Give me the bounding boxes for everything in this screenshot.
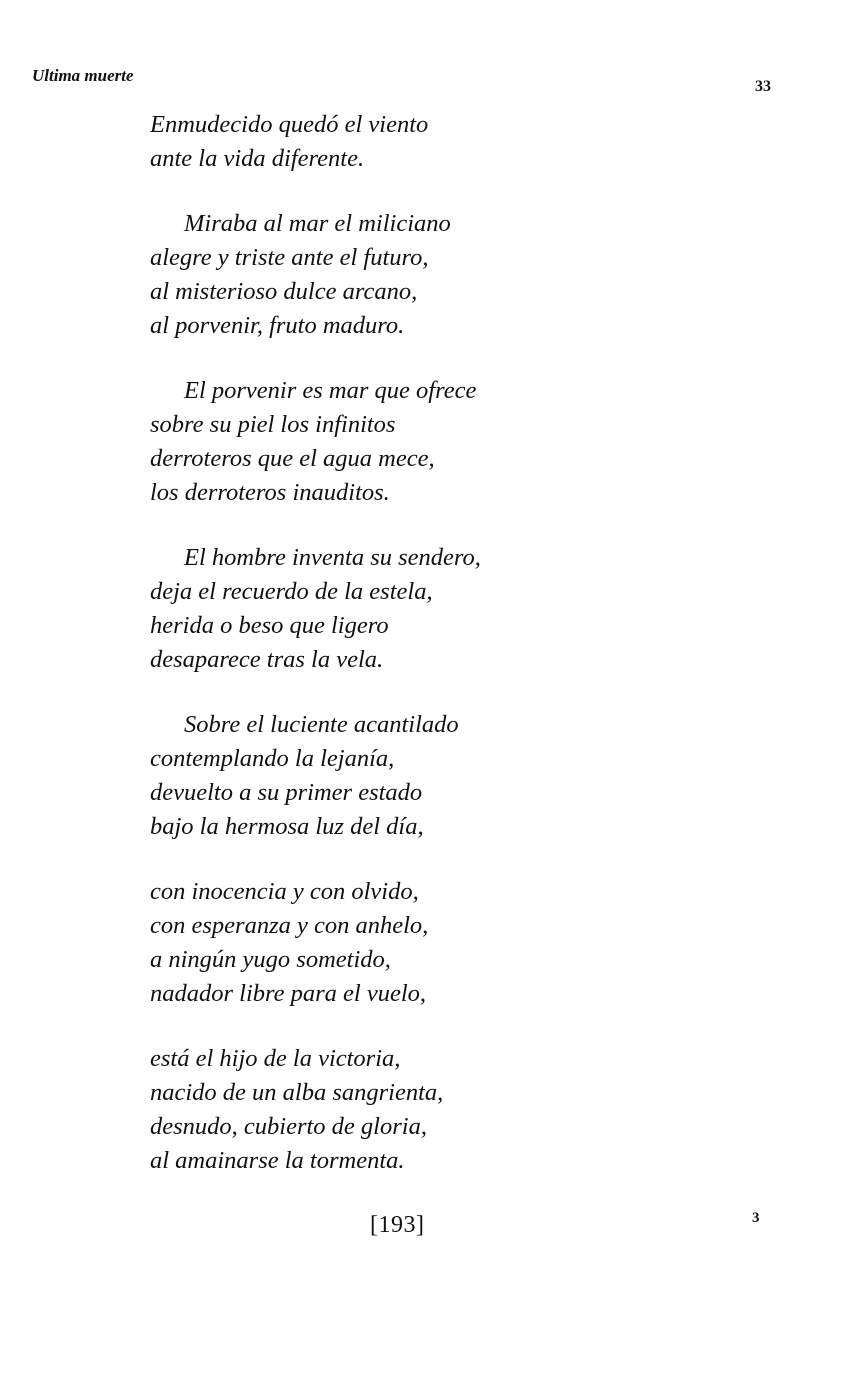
verse-line: a ningún yugo sometido, xyxy=(150,946,391,973)
stanza-1 xyxy=(150,108,570,176)
verse-line: está el hijo de la victoria, xyxy=(150,1045,401,1072)
verse-line: sobre su piel los infinitos xyxy=(150,411,396,438)
verse-line: los derroteros inauditos. xyxy=(150,479,390,506)
verse-line: nadador libre para el vuelo, xyxy=(150,980,427,1007)
verse-line: al misterioso dulce arcano, xyxy=(150,278,418,305)
verse-line: con esperanza y con anhelo, xyxy=(150,912,429,939)
stanza-2 xyxy=(150,207,570,343)
verse-line: El hombre inventa su sendero, xyxy=(184,544,481,571)
folio-number: 33 xyxy=(755,78,771,95)
stanza-5 xyxy=(150,708,570,844)
verse-line: con inocencia y con olvido, xyxy=(150,878,419,905)
verse-line: deja el recuerdo de la estela, xyxy=(150,578,433,605)
page-number: [193] xyxy=(370,1212,425,1238)
verse-line: contemplando la lejanía, xyxy=(150,745,395,772)
signature-mark: 3 xyxy=(752,1210,760,1226)
stanza-4 xyxy=(150,541,570,677)
verse-line: al porvenir, fruto maduro. xyxy=(150,312,405,339)
verse-line: Sobre el luciente acantilado xyxy=(184,711,459,738)
verse-line: El porvenir es mar que ofrece xyxy=(184,377,477,404)
stanza-7 xyxy=(150,1042,570,1178)
stanza-3 xyxy=(150,374,570,510)
verse-line: al amainarse la tormenta. xyxy=(150,1147,405,1174)
verse-line: nacido de un alba sangrienta, xyxy=(150,1079,444,1106)
verse-line: Enmudecido quedó el viento xyxy=(150,111,429,138)
poem-body xyxy=(150,108,570,1209)
running-title: Ultima muerte xyxy=(32,66,134,85)
verse-line: ante la vida diferente. xyxy=(150,145,365,172)
verse-line: desnudo, cubierto de gloria, xyxy=(150,1113,427,1140)
verse-line: derroteros que el agua mece, xyxy=(150,445,435,472)
verse-line: bajo la hermosa luz del día, xyxy=(150,813,424,840)
verse-line: herida o beso que ligero xyxy=(150,612,389,639)
verse-line: devuelto a su primer estado xyxy=(150,779,423,806)
verse-line: Miraba al mar el miliciano xyxy=(184,210,451,237)
verse-line: desaparece tras la vela. xyxy=(150,646,384,673)
stanza-6 xyxy=(150,875,570,1011)
verse-line: alegre y triste ante el futuro, xyxy=(150,244,429,271)
